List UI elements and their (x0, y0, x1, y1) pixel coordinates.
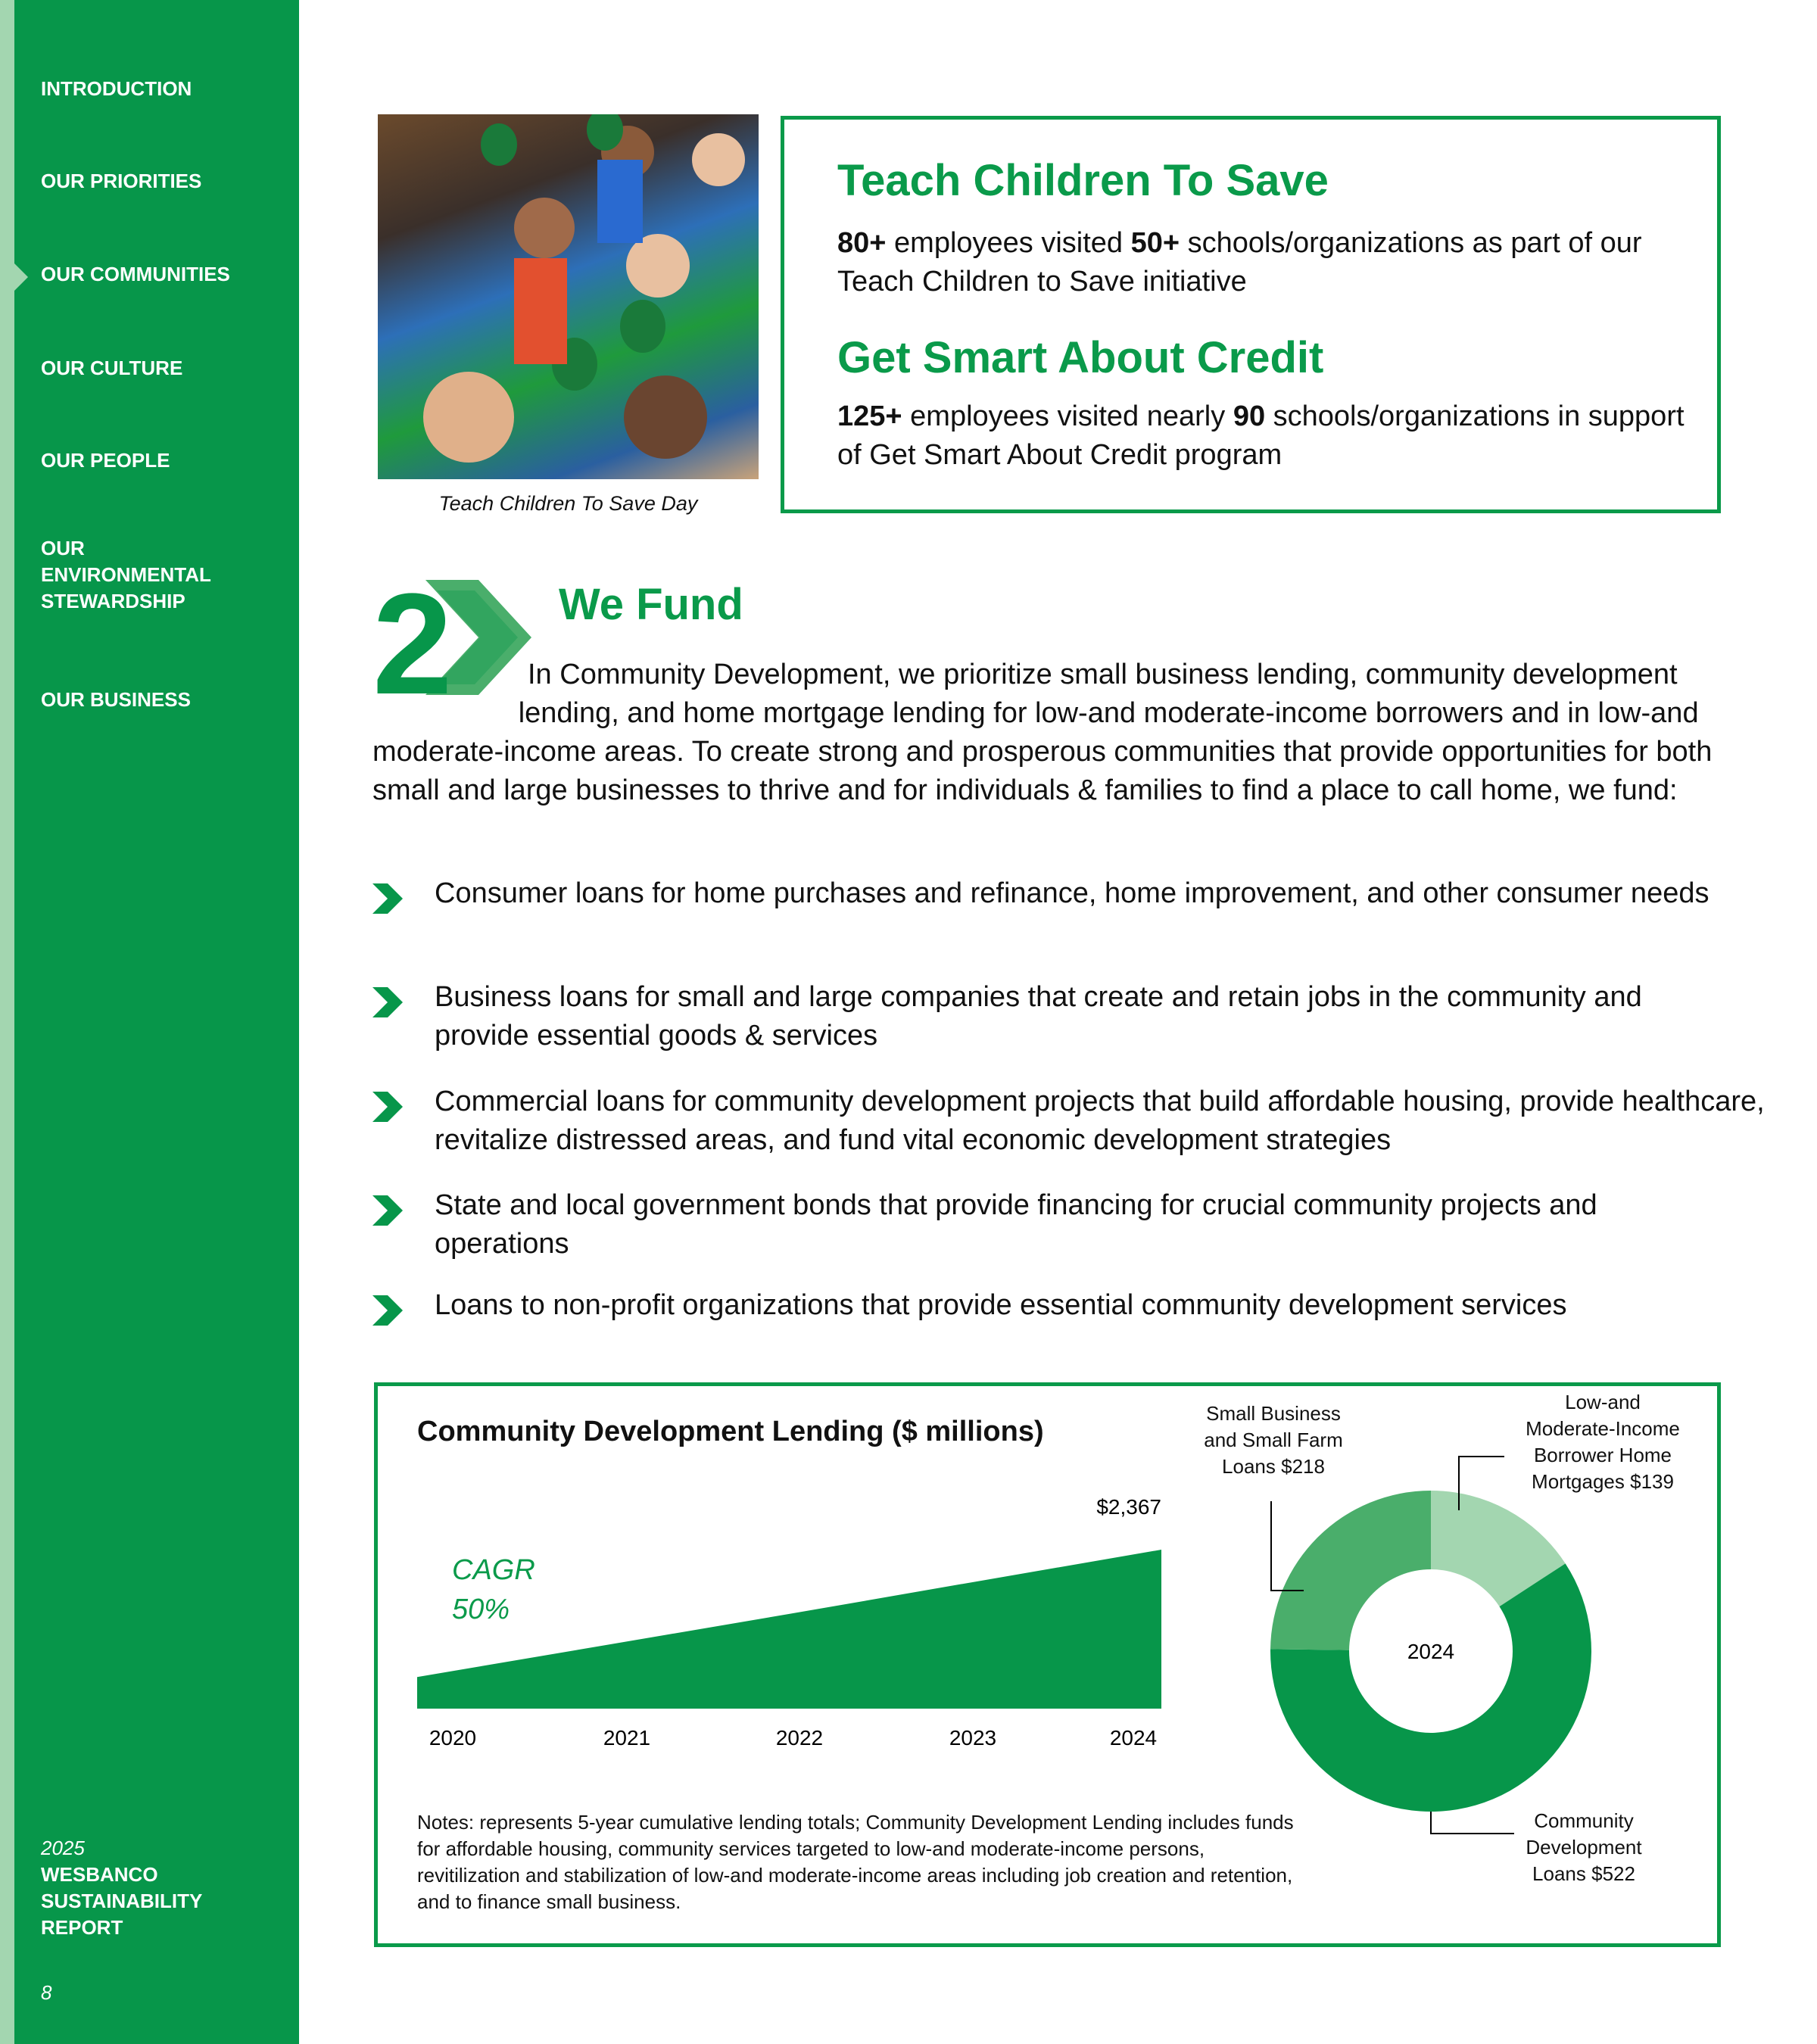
report-name-line3: REPORT (41, 1916, 123, 1939)
x-tick-label: 2021 (603, 1726, 651, 1750)
stat-text: schools/organizations as part of our Teach Children to Save initiative (837, 227, 1642, 298)
label-line: Loans $218 (1222, 1455, 1325, 1478)
fund-list-text: Business loans for small and large companies that create and retain jobs in the community and provide essential goods & services (435, 981, 1642, 1052)
sidebar-item-our-people[interactable]: OUR PEOPLE (41, 449, 170, 472)
sidebar-item-our-culture[interactable]: OUR CULTURE (41, 357, 183, 379)
sidebar-item-our-business[interactable]: OUR BUSINESS (41, 688, 191, 711)
section-number: 2 (372, 580, 453, 698)
donut-center-label: 2024 (1407, 1640, 1455, 1663)
stat-text: employees visited (886, 227, 1131, 259)
donut-slice (1270, 1491, 1431, 1650)
stat-employees: 80+ (837, 227, 887, 259)
fund-list-text: Loans to non-profit organizations that provide essential community development services (435, 1289, 1567, 1321)
fund-list-text: Consumer loans for home purchases and refinance, home improvement, and other consumer needs (435, 877, 1709, 909)
sidebar-item-our-priorities[interactable]: OUR PRIORITIES (41, 170, 202, 192)
report-year: 2025 (41, 1837, 85, 1859)
sidebar-item-our-communities[interactable]: OUR COMMUNITIES (41, 263, 230, 285)
teach-children-title: Teach Children To Save (837, 156, 1329, 205)
page-number: 8 (41, 1981, 52, 2004)
chart-title: Community Development Lending ($ millions) (417, 1416, 1044, 1447)
cagr-annotation (452, 1550, 535, 1629)
label-line: Mortgages $139 (1532, 1470, 1674, 1493)
we-fund-title: We Fund (559, 580, 743, 629)
stat-text: schools/organizations in support of Get Smart About Credit program (837, 400, 1685, 471)
chart-notes: Notes: represents 5-year cumulative lending totals; Community Development Lending includes funds for affordable housing, community services targeted to low-and moderate-income persons, revitilization and stabilization of low-and moderate-income areas including job creation and retention, and to finance small business. (417, 1811, 1294, 1913)
label-lmi-mortgages (1501, 1389, 1705, 1495)
sidebar-item-our-environmental-stewardship[interactable]: OUR ENVIRONMENTAL STEWARDSHIP (41, 537, 211, 612)
x-tick-label: 2023 (949, 1726, 997, 1750)
sidebar-item-introduction[interactable]: INTRODUCTION (41, 77, 192, 100)
x-tick-label: 2020 (429, 1726, 477, 1750)
stat-schools: 50+ (1130, 227, 1180, 259)
label-line: Loans $522 (1532, 1862, 1635, 1885)
photo-caption: Teach Children To Save Day (438, 492, 698, 515)
paragraph-text: In Community Development, we prioritize small business lending, community development lending, and home mortgage lending for low-and moderate-income borrowers and in low-and moderate-income areas. To create strong and prosperous communities that provide opportunities for both small and large businesses to thrive and for individuals & families to find a place to call home, we fund: (372, 659, 1713, 806)
x-tick-label: 2022 (775, 1726, 824, 1750)
label-line: and Small Farm (1204, 1429, 1343, 1451)
label-line: Moderate-Income (1526, 1417, 1680, 1440)
report-name-line2: SUSTAINABILITY (41, 1890, 203, 1912)
label-line: Community (1534, 1809, 1634, 1832)
fund-list-text: Commercial loans for community development projects that build affordable housing, provide healthcare, revitalize distressed areas, and fund vital economic development strategies (435, 1086, 1765, 1156)
label-line: Small Business (1206, 1402, 1341, 1425)
get-smart-title: Get Smart About Credit (837, 333, 1324, 382)
label-line: Borrower Home (1533, 1444, 1672, 1466)
label-small-business (1183, 1401, 1364, 1480)
fund-list-text: State and local government bonds that provide financing for crucial community projects and operations (435, 1189, 1597, 1260)
data-label: $2,367 (1096, 1495, 1161, 1519)
stat-employees: 125+ (837, 400, 902, 432)
stat-text: employees visited nearly (902, 400, 1233, 432)
label-community-development (1493, 1808, 1675, 1887)
cagr-value: 50% (452, 1594, 510, 1625)
report-name-line1: WESBANCO (41, 1863, 158, 1886)
stat-schools: 90 (1233, 400, 1266, 432)
cagr-label: CAGR (452, 1554, 535, 1586)
x-tick-label: 2024 (1109, 1726, 1158, 1750)
label-line: Development (1526, 1836, 1642, 1859)
label-line: Low-and (1565, 1391, 1641, 1413)
